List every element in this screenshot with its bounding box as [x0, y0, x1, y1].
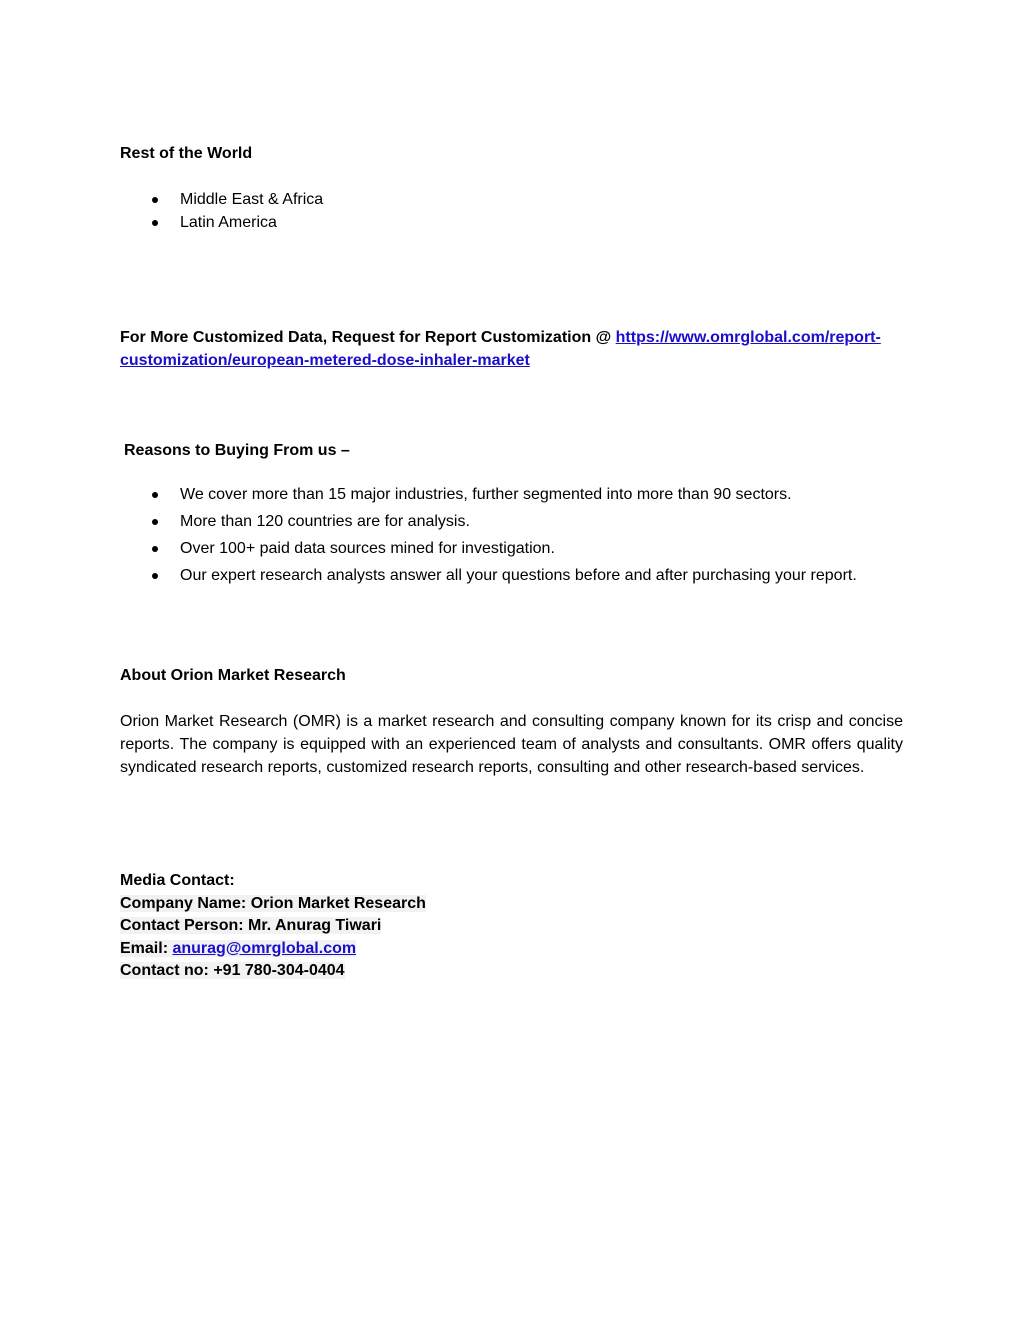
customization-block [120, 326, 910, 372]
company-name: Orion Market Research [250, 894, 426, 912]
email-label: Email: [120, 939, 173, 957]
contact-person: Contact Person: Mr. Anurag Tiwari [120, 917, 382, 934]
list-item: More than 120 countries are for analysis. [150, 508, 857, 535]
company-label: Company Name: [120, 894, 251, 912]
list-item: We cover more than 15 major industries, further segmented into more than 90 sectors. [150, 481, 857, 508]
contact-heading: Media Contact: [120, 872, 235, 889]
regions-list [150, 188, 323, 234]
list-item: Latin America [150, 211, 323, 234]
about-heading: About Orion Market Research [120, 667, 346, 684]
customization-link-continued[interactable]: customization/european-metered-dose-inhaler-market [120, 352, 530, 369]
about-body: Orion Market Research (OMR) is a market research and consulting company known for its crisp and concise reports. The company is equipped with an experienced team of analysts and consultants. OMR offers quality syndicated research reports, customized research reports, consulting and other research-based services. [120, 713, 903, 776]
email-link[interactable]: anurag@omrglobal.com [172, 939, 357, 957]
reasons-heading: Reasons to Buying From us – [124, 442, 350, 459]
about-body-container [120, 710, 903, 779]
reasons-list [150, 481, 857, 589]
media-contact [120, 870, 426, 983]
list-item: Over 100+ paid data sources mined for investigation. [150, 535, 857, 562]
customization-link[interactable]: https://www.omrglobal.com/report- [615, 329, 881, 346]
list-item: Middle East & Africa [150, 188, 323, 211]
customization-lead: For More Customized Data, Request for Report Customization @ [120, 329, 616, 346]
list-item: Our expert research analysts answer all your questions before and after purchasing your report. [150, 562, 857, 589]
regions-heading: Rest of the World [120, 145, 253, 162]
contact-phone: Contact no: +91 780-304-0404 [120, 962, 345, 979]
